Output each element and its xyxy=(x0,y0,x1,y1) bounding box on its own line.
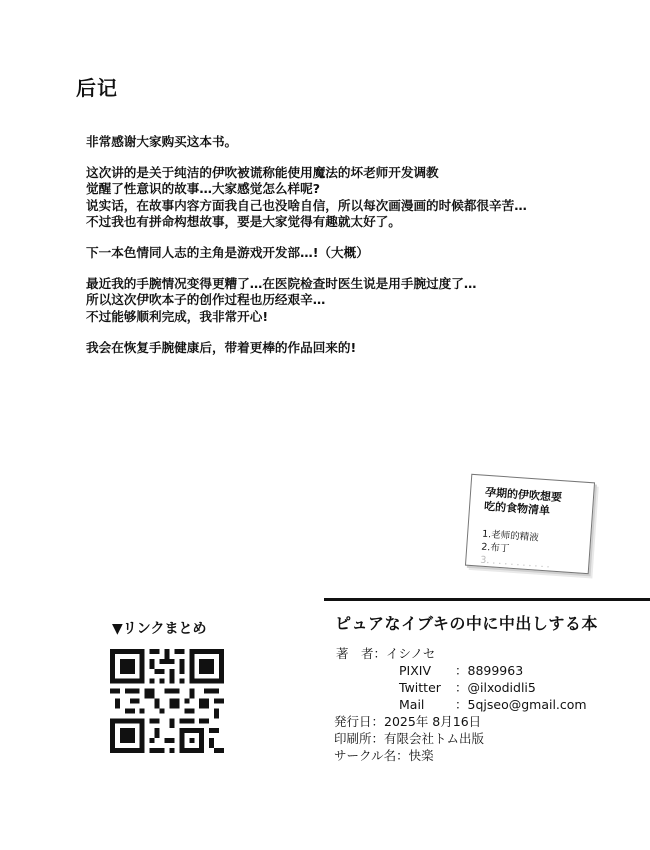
paragraph xyxy=(86,276,626,325)
pixiv-value: ：8899963 xyxy=(455,663,524,678)
author-line xyxy=(336,645,435,662)
text-line: 所以这次伊吹本子的创作过程也历经艰辛… xyxy=(86,292,326,308)
mail-line xyxy=(399,696,587,713)
paragraph xyxy=(86,245,626,261)
text-line: 下一本色情同人志的主角是游戏开发部…!（大概） xyxy=(86,245,369,261)
printer-line xyxy=(334,730,484,747)
date-line xyxy=(334,713,481,730)
date-label: 発行日： xyxy=(334,714,385,729)
author-value: イシノセ xyxy=(386,646,436,661)
printer-value: 有限会社トム出版 xyxy=(384,731,485,746)
note-list xyxy=(480,528,582,574)
text-line: 觉醒了性意识的故事…大家感觉怎么样呢? xyxy=(86,181,320,197)
note-item: 3. . . . . . . . . . . xyxy=(479,554,551,571)
text-line: 最近我的手腕情况变得更糟了…在医院检查时医生说是用手腕过度了… xyxy=(86,276,477,292)
links-heading: ▼リンクまとめ xyxy=(112,621,207,637)
note-title-line: 吃的食物清单 xyxy=(483,499,551,518)
twitter-value: ：@ilxodidli5 xyxy=(455,680,536,695)
book-title: ピュアなイブキの中に中出しする本 xyxy=(335,614,598,633)
paragraph xyxy=(86,165,626,230)
food-list-note xyxy=(465,474,595,574)
text-line: 说实话，在故事内容方面我自己也没啥自信，所以每次画漫画的时候都很辛苦… xyxy=(86,197,527,213)
afterword-body xyxy=(86,134,626,371)
text-line: 这次讲的是关于纯洁的伊吹被谎称能使用魔法的坏老师开发调教 xyxy=(86,165,439,181)
pixiv-label: PIXIV xyxy=(399,663,432,678)
author-label: 著 者： xyxy=(336,646,387,661)
note-item: 1.老师的精液 xyxy=(481,528,539,544)
paragraph xyxy=(86,340,626,356)
note-title xyxy=(484,486,586,521)
qr-code-icon[interactable] xyxy=(110,649,224,753)
printer-label: 印刷所： xyxy=(334,731,385,746)
note-title-line: 孕期的伊吹想要 xyxy=(484,485,563,505)
mail-value: ：5qjseo@gmail.com xyxy=(455,697,587,712)
pixiv-line xyxy=(399,662,523,679)
text-line: 不过我也有拼命构想故事，要是大家觉得有趣就太好了。 xyxy=(86,213,401,229)
note-item: 2.布丁 xyxy=(480,541,510,555)
twitter-label: Twitter xyxy=(399,680,441,695)
text-line: 我会在恢复手腕健康后，带着更棒的作品回来的! xyxy=(86,339,357,355)
circle-label: サークル名： xyxy=(334,748,409,763)
twitter-line xyxy=(399,679,536,696)
mail-label: Mail xyxy=(399,697,425,712)
circle-value: 快楽 xyxy=(408,748,434,763)
circle-line xyxy=(334,747,434,764)
text-line: 不过能够顺利完成，我非常开心! xyxy=(86,308,269,324)
date-value: 2025年 8月16日 xyxy=(384,714,482,729)
paragraph xyxy=(86,134,626,150)
text-line: 非常感谢大家购买这本书。 xyxy=(86,134,238,149)
page-title: 后记 xyxy=(76,76,118,100)
colophon-divider xyxy=(324,598,650,601)
